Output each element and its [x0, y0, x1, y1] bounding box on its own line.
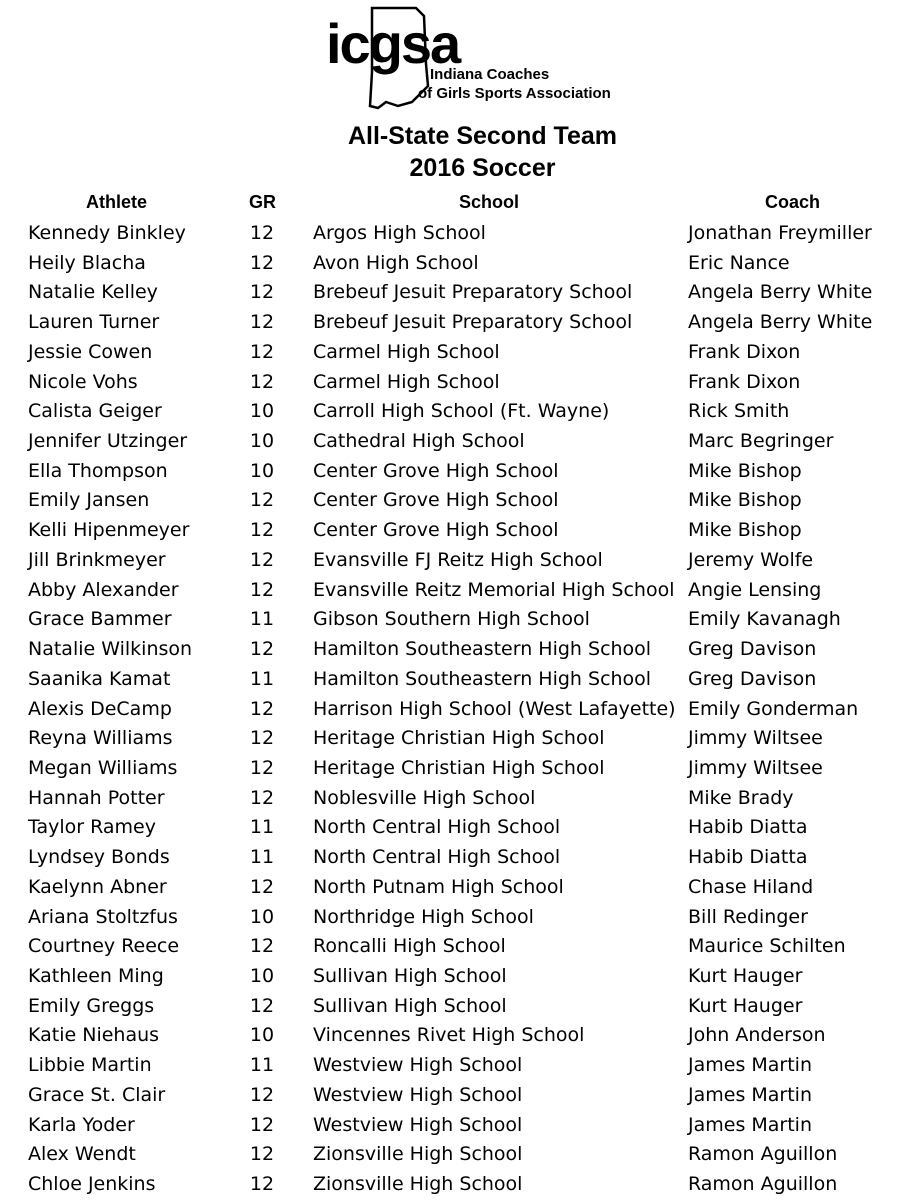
coach-cell: Marc Begringer [688, 430, 834, 453]
table-row [0, 665, 900, 695]
athlete-cell: Karla Yoder [28, 1113, 135, 1136]
school-cell: Carmel High School [313, 370, 500, 393]
athlete-cell: Grace St. Clair [28, 1083, 166, 1106]
coach-cell: Eric Nance [688, 251, 790, 274]
athlete-cell: Natalie Wilkinson [28, 638, 193, 661]
athlete-cell: Kennedy Binkley [28, 222, 186, 244]
school-cell: Heritage Christian High School [313, 727, 605, 750]
athlete-cell: Alex Wendt [28, 1143, 136, 1166]
coach-cell: John Anderson [688, 1024, 826, 1047]
grade-cell: 12 [249, 1173, 275, 1195]
grade-cell: 12 [249, 548, 275, 571]
grade-cell: 12 [249, 786, 275, 809]
coach-cell: Kurt Hauger [688, 994, 803, 1017]
table-row [0, 219, 900, 249]
coach-cell: Frank Dixon [688, 370, 801, 393]
coach-cell: Angela Berry White [688, 311, 873, 334]
grade-cell: 10 [249, 459, 275, 482]
athlete-cell: Katie Niehaus [28, 1024, 160, 1047]
icgsa-logo [320, 2, 650, 110]
table-row [0, 1140, 900, 1170]
table-row [0, 992, 900, 1022]
coach-cell: Mike Bishop [688, 519, 802, 542]
document-subtitle: 2016 Soccer [409, 154, 556, 182]
table-row [0, 903, 900, 933]
grade-cell: 12 [249, 1113, 275, 1136]
coach-cell: Greg Davison [688, 667, 817, 690]
coach-cell: Angie Lensing [688, 578, 822, 601]
grade-cell: 12 [249, 638, 275, 661]
coach-cell: Bill Redinger [688, 905, 808, 928]
coach-cell: Maurice Schilten [688, 935, 846, 958]
logo-acronym: icgsa [326, 12, 460, 75]
grade-cell: 12 [249, 340, 275, 363]
school-cell: Westview High School [313, 1054, 523, 1077]
grade-cell: 11 [249, 608, 275, 631]
coach-cell: Greg Davison [688, 638, 817, 661]
grade-cell: 12 [249, 222, 275, 244]
school-cell: Hamilton Southeastern High School [313, 667, 652, 690]
coach-cell: Chase Hiland [688, 875, 814, 898]
athlete-cell: Lauren Turner [28, 311, 160, 334]
school-cell: Center Grove High School [313, 519, 559, 542]
athlete-cell: Megan Williams [28, 756, 178, 779]
coach-cell: Jeremy Wolfe [688, 548, 814, 571]
school-cell: Carmel High School [313, 340, 500, 363]
column-header-coach: Coach [765, 192, 821, 212]
coach-cell: James Martin [688, 1083, 813, 1106]
coach-cell: Jimmy Wiltsee [688, 756, 823, 779]
document-title: All-State Second Team [347, 122, 618, 150]
roster-table [0, 219, 900, 1200]
grade-cell: 12 [249, 489, 275, 512]
school-cell: Evansville Reitz Memorial High School [313, 578, 675, 601]
grade-cell: 12 [249, 875, 275, 898]
logo-line-2: of Girls Sports Association [418, 85, 611, 102]
athlete-cell: Jill Brinkmeyer [28, 548, 166, 571]
table-row [0, 1170, 900, 1200]
table-row [0, 249, 900, 279]
athlete-cell: Grace Bammer [28, 608, 172, 631]
table-row [0, 784, 900, 814]
athlete-cell: Saanika Kamat [28, 667, 171, 690]
grade-cell: 12 [249, 994, 275, 1017]
athlete-cell: Natalie Kelley [28, 281, 158, 304]
school-cell: Gibson Southern High School [313, 608, 590, 631]
school-cell: Westview High School [313, 1083, 523, 1106]
school-cell: Noblesville High School [313, 786, 536, 809]
school-cell: Carroll High School (Ft. Wayne) [313, 400, 610, 423]
coach-cell: Emily Kavanagh [688, 608, 841, 631]
athlete-cell: Alexis DeCamp [28, 697, 172, 720]
coach-cell: Ramon Aguillon [688, 1143, 838, 1166]
table-row [0, 754, 900, 784]
grade-cell: 10 [249, 400, 275, 423]
school-cell: Westview High School [313, 1113, 523, 1136]
athlete-cell: Emily Jansen [28, 489, 150, 512]
coach-cell: Emily Gonderman [688, 697, 859, 720]
athlete-cell: Courtney Reece [28, 935, 180, 958]
table-row [0, 1081, 900, 1111]
school-cell: North Putnam High School [313, 875, 564, 898]
athlete-cell: Hannah Potter [28, 786, 165, 809]
column-header-athlete: Athlete [86, 192, 148, 212]
table-row [0, 813, 900, 843]
athlete-cell: Taylor Ramey [28, 816, 156, 839]
school-cell: Evansville FJ Reitz High School [313, 548, 603, 571]
table-row [0, 427, 900, 457]
coach-cell: Jonathan Freymiller [688, 222, 872, 244]
athlete-cell: Abby Alexander [28, 578, 179, 601]
table-row [0, 695, 900, 725]
logo-line-1: Indiana Coaches [430, 66, 550, 83]
grade-cell: 12 [249, 370, 275, 393]
table-row [0, 308, 900, 338]
table-row [0, 605, 900, 635]
coach-cell: Kurt Hauger [688, 964, 803, 987]
grade-cell: 11 [249, 1054, 275, 1077]
athlete-cell: Kelli Hipenmeyer [28, 519, 190, 542]
school-cell: Hamilton Southeastern High School [313, 638, 652, 661]
table-row [0, 724, 900, 754]
athlete-cell: Ella Thompson [28, 459, 168, 482]
grade-cell: 10 [249, 430, 275, 453]
school-cell: Argos High School [313, 222, 486, 244]
grade-cell: 12 [249, 281, 275, 304]
table-row [0, 278, 900, 308]
table-row [0, 576, 900, 606]
school-cell: Sullivan High School [313, 994, 507, 1017]
athlete-cell: Lyndsey Bonds [28, 846, 170, 869]
athlete-cell: Ariana Stoltzfus [28, 905, 178, 928]
table-row [0, 546, 900, 576]
grade-cell: 12 [249, 578, 275, 601]
athlete-cell: Calista Geiger [28, 400, 162, 423]
grade-cell: 11 [249, 667, 275, 690]
grade-cell: 12 [249, 311, 275, 334]
table-row [0, 873, 900, 903]
coach-cell: Frank Dixon [688, 340, 801, 363]
grade-cell: 12 [249, 1083, 275, 1106]
table-row [0, 962, 900, 992]
coach-cell: Mike Bishop [688, 459, 802, 482]
table-row [0, 457, 900, 487]
athlete-cell: Kaelynn Abner [28, 875, 167, 898]
school-cell: North Central High School [313, 846, 561, 869]
coach-cell: Angela Berry White [688, 281, 873, 304]
school-cell: Brebeuf Jesuit Preparatory School [313, 311, 633, 334]
school-cell: Center Grove High School [313, 489, 559, 512]
table-row [0, 635, 900, 665]
school-cell: Northridge High School [313, 905, 534, 928]
table-row [0, 368, 900, 398]
coach-cell: Habib Diatta [688, 846, 808, 869]
athlete-cell: Emily Greggs [28, 994, 155, 1017]
school-cell: Avon High School [313, 251, 479, 274]
grade-cell: 10 [249, 1024, 275, 1047]
grade-cell: 12 [249, 727, 275, 750]
grade-cell: 12 [249, 756, 275, 779]
grade-cell: 11 [249, 816, 275, 839]
athlete-cell: Jessie Cowen [28, 340, 153, 363]
school-cell: Sullivan High School [313, 964, 507, 987]
coach-cell: Habib Diatta [688, 816, 808, 839]
coach-cell: Ramon Aguillon [688, 1173, 838, 1195]
table-row [0, 516, 900, 546]
table-row [0, 397, 900, 427]
grade-cell: 12 [249, 935, 275, 958]
grade-cell: 12 [249, 697, 275, 720]
table-row [0, 1111, 900, 1141]
coach-cell: Mike Bishop [688, 489, 802, 512]
athlete-cell: Kathleen Ming [28, 964, 164, 987]
grade-cell: 10 [249, 964, 275, 987]
grade-cell: 12 [249, 251, 275, 274]
school-cell: Heritage Christian High School [313, 756, 605, 779]
table-row [0, 1021, 900, 1051]
school-cell: Zionsville High School [313, 1173, 523, 1195]
coach-cell: James Martin [688, 1113, 813, 1136]
column-header-school: School [459, 192, 520, 212]
table-row [0, 932, 900, 962]
school-cell: Roncalli High School [313, 935, 506, 958]
athlete-cell: Nicole Vohs [28, 370, 138, 393]
table-row [0, 338, 900, 368]
athlete-cell: Libbie Martin [28, 1054, 152, 1077]
school-cell: Vincennes Rivet High School [313, 1024, 585, 1047]
athlete-cell: Reyna Williams [28, 727, 173, 750]
column-header-grade: GR [249, 192, 276, 212]
table-row [0, 843, 900, 873]
athlete-cell: Jennifer Utzinger [28, 430, 188, 453]
table-row [0, 486, 900, 516]
grade-cell: 11 [249, 846, 275, 869]
coach-cell: James Martin [688, 1054, 813, 1077]
grade-cell: 10 [249, 905, 275, 928]
school-cell: Harrison High School (West Lafayette) [313, 697, 676, 720]
athlete-cell: Heily Blacha [28, 251, 146, 274]
school-cell: North Central High School [313, 816, 561, 839]
grade-cell: 12 [249, 519, 275, 542]
school-cell: Zionsville High School [313, 1143, 523, 1166]
table-row [0, 1051, 900, 1081]
grade-cell: 12 [249, 1143, 275, 1166]
coach-cell: Jimmy Wiltsee [688, 727, 823, 750]
coach-cell: Mike Brady [688, 786, 794, 809]
school-cell: Cathedral High School [313, 430, 525, 453]
school-cell: Brebeuf Jesuit Preparatory School [313, 281, 633, 304]
athlete-cell: Chloe Jenkins [28, 1173, 156, 1195]
school-cell: Center Grove High School [313, 459, 559, 482]
coach-cell: Rick Smith [688, 400, 790, 423]
